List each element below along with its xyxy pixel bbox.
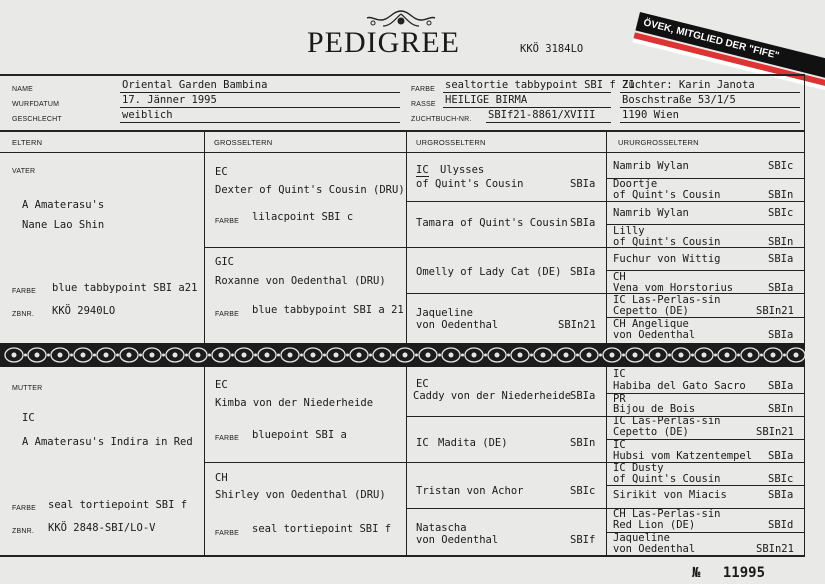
column-header-great-great: URURGROSSELTERN <box>618 138 699 147</box>
grandparent-4-color: seal tortiepoint SBI f <box>252 523 392 535</box>
gg-12-line1: IC <box>613 439 626 451</box>
breed-label: RASSE <box>411 101 436 108</box>
grandparent-3-title: EC <box>215 379 228 391</box>
gg-9-code: SBIa <box>768 380 794 392</box>
great-7-code: SBIc <box>570 485 596 497</box>
birth-label: WURFDATUM <box>12 101 60 108</box>
grandparent-3-name: Kimba von der Niederheide <box>215 397 374 409</box>
grandparent-2-color: blue tabbypoint SBI a 21 <box>252 304 404 316</box>
father-name-line1: A Amaterasu's <box>22 199 105 211</box>
gg-8-line2: von Oedenthal <box>613 329 696 341</box>
breeder: Züchter: Karin Janota <box>622 79 755 91</box>
cat-color: sealtortie tabbypoint SBI f 21 <box>445 79 635 91</box>
great-7-name: Tristan von Achor <box>416 485 524 497</box>
grandparent-4-title: CH <box>215 472 228 484</box>
great-8-name1: Nataschа <box>416 522 467 534</box>
grandparent-1-title: EC <box>215 166 228 178</box>
gg-5-line1: Fuchur von Wittig <box>613 253 721 265</box>
mother-label: MUTTER <box>12 385 43 392</box>
great-8-name2: von Oedenthal <box>416 534 499 546</box>
mother-title: IC <box>22 412 35 424</box>
grandparent-1-color-label: FARBE <box>215 218 239 225</box>
father-color-label: FARBE <box>12 288 36 295</box>
gg-8-line1: CH Angelique <box>613 318 689 330</box>
gg-4-line2: of Quint's Cousin <box>613 236 721 248</box>
column-header-grandparents: GROSSELTERN <box>214 138 273 147</box>
grandparent-2-title: GIC <box>215 256 234 268</box>
gg-11-code: SBIn21 <box>756 426 794 438</box>
mother-reg: KKÖ 2848-SBI/LO-V <box>48 522 156 534</box>
great-2-name: Tamara of Quint's Cousin <box>416 217 568 229</box>
mother-name: A Amaterasu's Indira in Red <box>22 436 193 448</box>
birth-date: 17. Jänner 1995 <box>122 94 217 106</box>
gg-16-line1: Jaqueline <box>613 532 670 544</box>
grandparent-3-color-label: FARBE <box>215 435 239 442</box>
mother-reg-label: ZBNR. <box>12 528 34 535</box>
breeder-address2: 1190 Wien <box>622 109 679 121</box>
great-2-code: SBIa <box>570 217 596 229</box>
grandparent-4-color-label: FARBE <box>215 530 239 537</box>
certificate-number <box>692 565 765 581</box>
gg-15-line1: CH Las-Perlas-sin <box>613 508 721 520</box>
gg-7-line2: Cepetto (DE) <box>613 305 689 317</box>
great-6-title: IC <box>416 437 429 449</box>
gg-2-line1: Doortje <box>613 178 658 190</box>
gg-9-line2: Habiba del Gato Sacro <box>613 380 746 392</box>
studbook-label: ZUCHTBUCH-NR. <box>411 116 472 123</box>
column-header-parents: ELTERN <box>12 138 43 147</box>
gg-14-code: SBIa <box>768 489 794 501</box>
number-value: 11995 <box>722 565 766 581</box>
number-symbol: № <box>692 565 701 581</box>
cat-name: Oriental Garden Bambina <box>122 79 268 91</box>
great-4-code: SBIn21 <box>558 319 596 331</box>
great-3-name: Omelly of Lady Cat (DE) <box>416 266 562 278</box>
mother-color-label: FARBE <box>12 505 36 512</box>
column-header-great: URGROSSELTERN <box>416 138 486 147</box>
great-1-name2: of Quint's Cousin <box>416 178 524 190</box>
sex-label: GESCHLECHT <box>12 116 62 123</box>
gg-1-code: SBIc <box>768 160 794 172</box>
gg-3-line1: Namrib Wylan <box>613 207 689 219</box>
gg-16-line2: von Oedenthal <box>613 543 696 555</box>
page-title: PEDIGREE <box>307 26 460 59</box>
grandparent-1-color: lilacpoint SBI c <box>252 211 354 223</box>
gg-7-code: SBIn21 <box>756 305 794 317</box>
gg-15-line2: Red Lion (DE) <box>613 519 696 531</box>
great-6-name: Madita (DE) <box>438 437 508 449</box>
mother-color: seal tortiepoint SBI f <box>48 499 188 511</box>
gg-10-line2: Bijou de Bois <box>613 403 696 415</box>
gg-3-code: SBIc <box>768 207 794 219</box>
father-reg-label: ZBNR. <box>12 311 34 318</box>
great-6-code: SBIn <box>570 437 596 449</box>
father-label: VATER <box>12 168 36 175</box>
registry-code: KKÖ 3184LO <box>520 43 584 55</box>
great-1-title: IC <box>416 164 429 176</box>
gg-16-code: SBIn21 <box>756 543 794 555</box>
gg-6-line2: Vena vom Horstorius <box>613 282 734 294</box>
name-label: NAME <box>12 86 34 93</box>
gg-13-line1: IC Dusty <box>613 462 664 474</box>
father-reg: KKÖ 2940LO <box>52 305 116 317</box>
gg-8-code: SBIa <box>768 329 794 341</box>
breed: HEILIGE BIRMA <box>445 94 528 106</box>
gg-15-code: SBId <box>768 519 794 531</box>
great-5-title: EC <box>416 378 429 390</box>
great-5-name: Caddy von der Niederheide <box>413 390 572 402</box>
grandparent-2-name: Roxanne von Oedenthal (DRU) <box>215 275 386 287</box>
grandparent-3-color: bluepoint SBI a <box>252 429 347 441</box>
gg-2-line2: of Quint's Cousin <box>613 189 721 201</box>
father-color: blue tabbypoint SBI a21 <box>52 282 198 294</box>
great-3-code: SBIa <box>570 266 596 278</box>
great-1-code: SBIa <box>570 178 596 190</box>
color-label: FARBE <box>411 86 435 93</box>
gg-13-line2: of Quint's Cousin <box>613 473 721 485</box>
great-5-code: SBIa <box>570 390 596 402</box>
gg-4-code: SBIn <box>768 236 794 248</box>
gg-6-line1: CH <box>613 271 626 283</box>
grandparent-4-name: Shirley von Oedenthal (DRU) <box>215 489 386 501</box>
gg-4-line1: Lilly <box>613 225 645 237</box>
gg-10-code: SBIn <box>768 403 794 415</box>
great-4-name2: von Oedenthal <box>416 319 499 331</box>
gg-6-code: SBIa <box>768 282 794 294</box>
gg-12-code: SBIa <box>768 450 794 462</box>
gg-11-line1: IC Las-Perlas-sin <box>613 415 721 427</box>
grandparent-2-color-label: FARBE <box>215 311 239 318</box>
great-1-name1: Ulysses <box>440 164 485 176</box>
gg-13-code: SBIc <box>768 473 794 485</box>
grandparent-1-name: Dexter of Quint's Cousin (DRU) <box>215 184 405 196</box>
father-name-line2: Nane Lao Shin <box>22 219 105 231</box>
gg-11-line2: Cepetto (DE) <box>613 426 689 438</box>
gg-1-line1: Namrib Wylan <box>613 160 689 172</box>
gg-7-line1: IC Las-Perlas-sin <box>613 294 721 306</box>
breeder-address1: Boschstraße 53/1/5 <box>622 94 736 106</box>
great-8-code: SBIf <box>570 534 596 546</box>
gg-5-code: SBIa <box>768 253 794 265</box>
gg-14-line1: Sirikit von Miacis <box>613 489 727 501</box>
great-4-name1: Jaqueline <box>416 307 473 319</box>
banner-text: ÖVEK, MITGLIED DER "FIFE" <box>635 12 825 79</box>
ornamental-divider <box>0 343 805 367</box>
sex: weiblich <box>122 109 173 121</box>
gg-9-line1: IC <box>613 368 626 380</box>
gg-2-code: SBIn <box>768 189 794 201</box>
gg-10-line1: PR <box>613 393 626 405</box>
studbook-number: SBIf21-8861/XVIII <box>488 109 596 121</box>
gg-12-line2: Hubsi vom Katzentempel <box>613 450 753 462</box>
